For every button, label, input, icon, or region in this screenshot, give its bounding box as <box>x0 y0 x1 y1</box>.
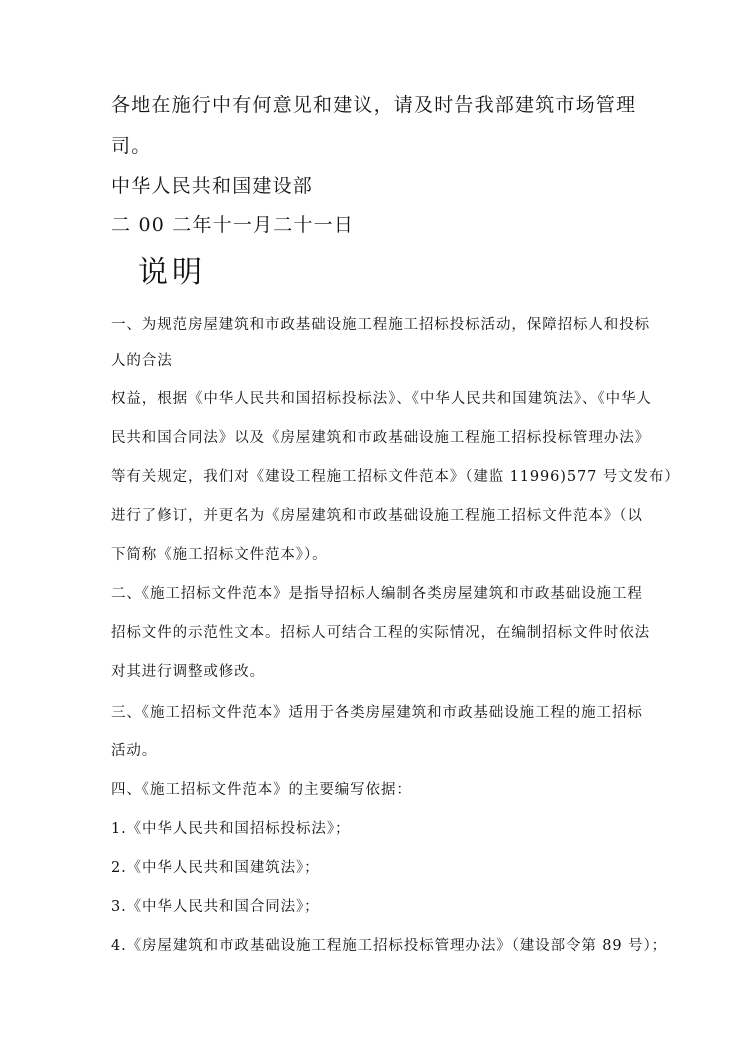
list-item: 2.《中华人民共和国建筑法》； <box>111 860 320 876</box>
closing-line-1: 各地在施行中有何意见和建议，请及时告我部建筑市场管理 <box>111 94 637 116</box>
paragraph-line: 四、《施工招标文件范本》的主要编写依据： <box>111 782 412 798</box>
issue-date: 二 00 二年十一月二十一日 <box>111 214 355 236</box>
paragraph-line: 活动。 <box>111 743 158 759</box>
section-title: 说明 <box>138 255 206 290</box>
paragraph-line: 人的合法 <box>111 353 173 369</box>
paragraph-line: 下简称《施工招标文件范本》）。 <box>111 547 328 563</box>
paragraph-line: 一、为规范房屋建筑和市政基础设施工程施工招标投标活动，保障招标人和投标 <box>111 317 650 333</box>
paragraph-line: 等有关规定，我们对《建设工程施工招标文件范本》（建监 11996)577 号文发布） <box>111 469 680 485</box>
paragraph-line: 二、《施工招标文件范本》是指导招标人编制各类房屋建筑和市政基础设施工程 <box>111 586 643 602</box>
paragraph-line: 三、《施工招标文件范本》适用于各类房屋建筑和市政基础设施工程的施工招标 <box>111 705 643 721</box>
paragraph-line: 对其进行调整或修改。 <box>111 664 265 680</box>
issuer: 中华人民共和国建设部 <box>111 175 314 197</box>
paragraph-line: 进行了修订，并更名为《房屋建筑和市政基础设施工程施工招标文件范本》（以 <box>111 508 643 524</box>
list-item: 4.《房屋建筑和市政基础设施工程施工招标投标管理办法》（建设部令第 89 号）； <box>111 938 668 954</box>
list-item: 3.《中华人民共和国合同法》； <box>111 899 320 915</box>
list-item: 1.《中华人民共和国招标投标法》； <box>111 821 351 837</box>
paragraph-line: 招标文件的示范性文本。招标人可结合工程的实际情况，在编制招标文件时依法 <box>111 625 650 641</box>
closing-line-2: 司。 <box>111 135 152 157</box>
paragraph-line: 权益，根据《中华人民共和国招标投标法》、《中华人民共和国建筑法》、《中华人 <box>111 391 652 407</box>
paragraph-line: 民共和国合同法》以及《房屋建筑和市政基础设施工程施工招标投标管理办法》 <box>111 430 650 446</box>
